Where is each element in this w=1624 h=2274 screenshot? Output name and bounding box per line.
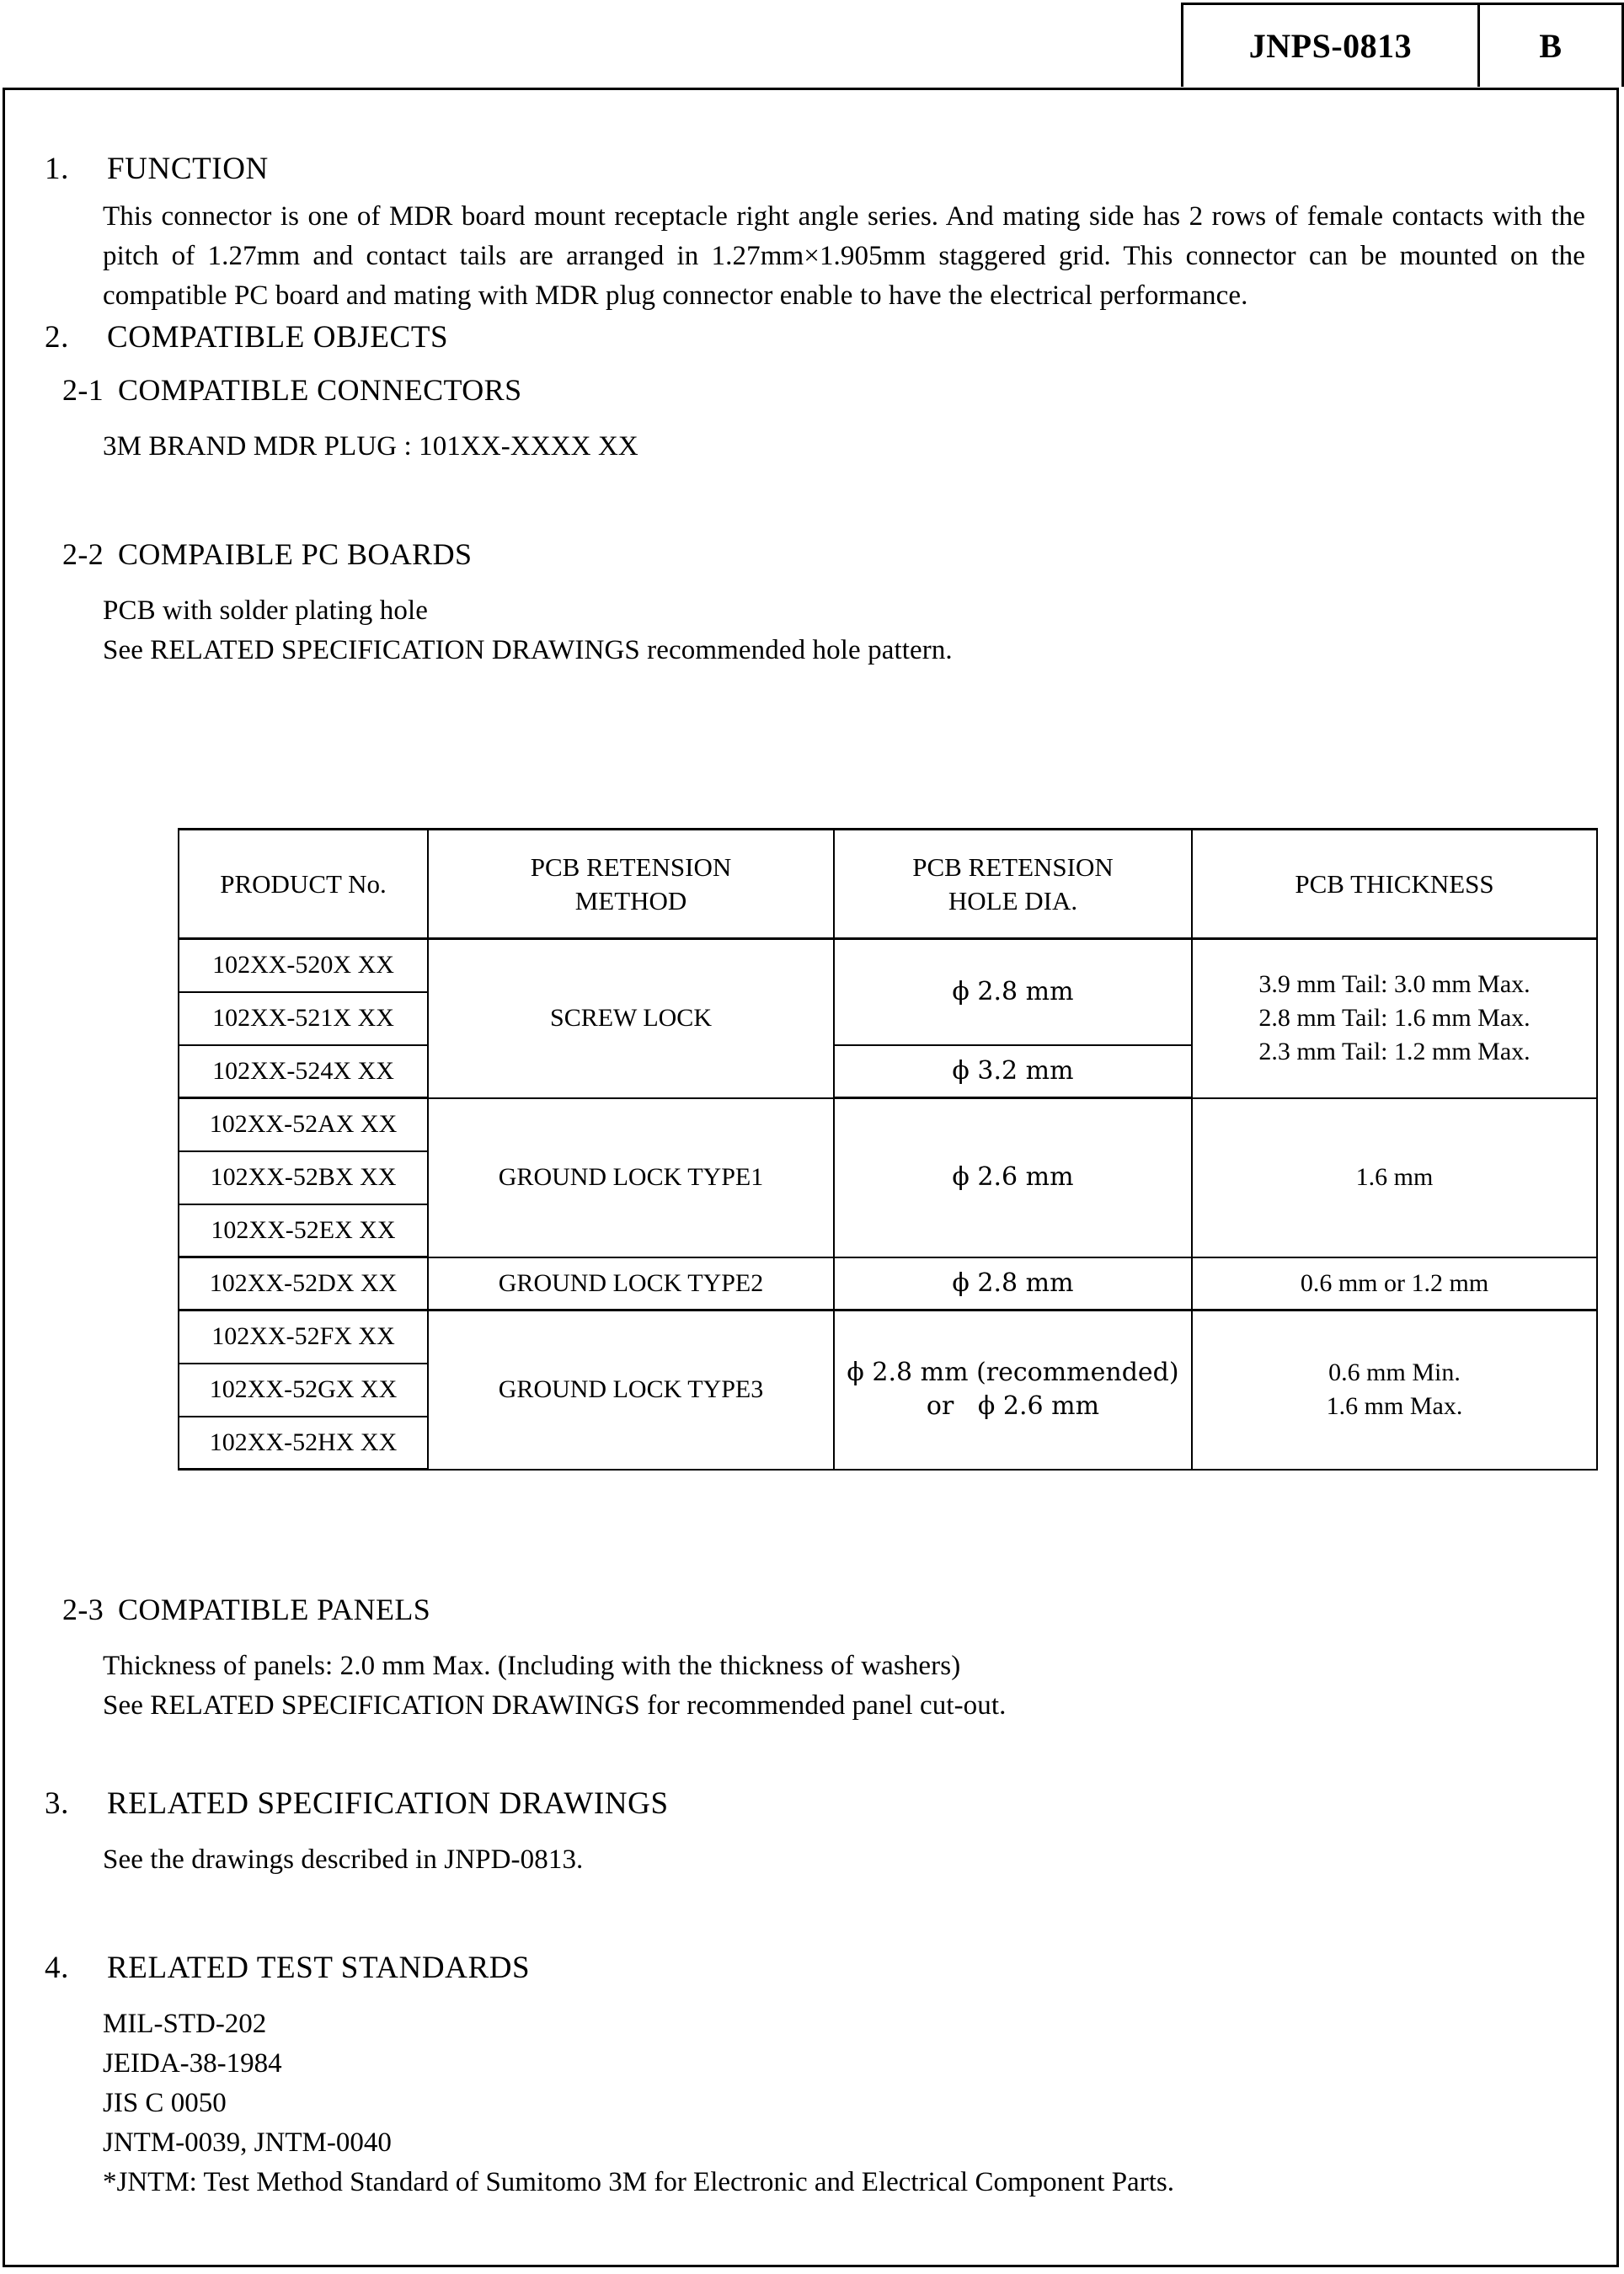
- section-2-2-body-line-1: PCB with solder plating hole: [103, 595, 428, 626]
- retension-method-cell: GROUND LOCK TYPE1: [428, 1098, 834, 1257]
- thickness-cell: 1.6 mm: [1192, 1098, 1597, 1257]
- thickness-cell: 0.6 mm or 1.2 mm: [1192, 1257, 1597, 1310]
- list-item: MIL-STD-202: [103, 2009, 267, 2039]
- retension-method-cell: SCREW LOCK: [428, 939, 834, 1098]
- table-row: [179, 1310, 1597, 1364]
- column-header-retension-method: [428, 830, 834, 939]
- section-2-2-heading: [62, 536, 472, 572]
- product-no-cell: 102XX-52BX XX: [179, 1151, 428, 1204]
- table-header-row: [179, 830, 1597, 939]
- table-row: [179, 939, 1597, 992]
- table-row: [179, 1257, 1597, 1310]
- section-4-number: 4.: [45, 1951, 69, 1985]
- section-2-1-number: 2-1: [62, 373, 104, 407]
- section-3-body: See the drawings described in JNPD-0813.: [103, 1844, 584, 1875]
- product-no-cell: 102XX-52EX XX: [179, 1204, 428, 1257]
- thickness-line-2: 2.8 mm Tail: 1.6 mm Max.: [1258, 1004, 1531, 1033]
- section-1-body: This connector is one of MDR board mount receptacle right angle series. And mating side has 2 rows of female contacts with the pitch of 1.27mm and contact tails are arranged in 1.27mm×1.905mm staggered grid. This connector can be mounted on the compatible PC board and mating with MDR plug connector enable to have the electrical performance.: [103, 201, 1585, 311]
- section-4-heading: [45, 1950, 530, 1986]
- hole-dia-line-2: or ϕ 2.6 mm: [926, 1391, 1100, 1422]
- hole-dia-cell: ϕ 2.8 mm: [834, 1257, 1192, 1310]
- product-no-cell: 102XX-520X XX: [179, 939, 428, 992]
- product-no-cell: 102XX-52AX XX: [179, 1098, 428, 1151]
- section-2-3-heading: [62, 1592, 430, 1627]
- thickness-cell: [1192, 1310, 1597, 1470]
- section-2-3-title: COMPATIBLE PANELS: [118, 1593, 431, 1626]
- header-document-number-block: [1181, 3, 1624, 87]
- section-1-number: 1.: [45, 152, 69, 186]
- hole-dia-cell: ϕ 3.2 mm: [834, 1045, 1192, 1098]
- thickness-cell: [1192, 939, 1597, 1098]
- hole-dia-cell: [834, 1310, 1192, 1470]
- section-1-title: FUNCTION: [107, 152, 269, 186]
- product-no-cell: 102XX-52GX XX: [179, 1364, 428, 1417]
- thickness-line-1: 3.9 mm Tail: 3.0 mm Max.: [1258, 970, 1531, 999]
- column-header-hole-dia-line-2: HOLE DIA.: [948, 885, 1078, 915]
- section-3-heading: [45, 1786, 669, 1822]
- section-2-2-body-line-2: See RELATED SPECIFICATION DRAWINGS recommended hole pattern.: [103, 635, 953, 665]
- section-2-2-title: COMPAIBLE PC BOARDS: [118, 537, 473, 571]
- list-item: *JNTM: Test Method Standard of Sumitomo 3M for Electronic and Electrical Component Parts.: [103, 2167, 1174, 2197]
- section-2-3-body-line-2: See RELATED SPECIFICATION DRAWINGS for recommended panel cut-out.: [103, 1690, 1007, 1721]
- page-content: [5, 90, 1616, 2265]
- hole-dia-cell: ϕ 2.6 mm: [834, 1098, 1192, 1257]
- list-item: JNTM-0039, JNTM-0040: [103, 2127, 392, 2158]
- section-4-title: RELATED TEST STANDARDS: [107, 1951, 531, 1985]
- column-header-product-no: PRODUCT No.: [179, 830, 428, 939]
- section-2-3-number: 2-3: [62, 1593, 104, 1626]
- section-2-title: COMPATIBLE OBJECTS: [107, 320, 449, 355]
- column-header-hole-dia: [834, 830, 1192, 939]
- thickness-line-1: 0.6 mm Min.: [1328, 1359, 1461, 1387]
- list-item: JEIDA-38-1984: [103, 2048, 282, 2079]
- section-4-standards-list: [103, 2004, 1174, 2202]
- column-header-retension-method-line-1: PCB RETENSION: [530, 851, 732, 882]
- hole-dia-line-1: ϕ 2.8 mm (recommended): [847, 1358, 1179, 1388]
- hole-dia-cell: ϕ 2.8 mm: [834, 939, 1192, 1045]
- pcb-compatibility-table: [178, 828, 1598, 1471]
- section-2-1-body: 3M BRAND MDR PLUG : 101XX-XXXX XX: [103, 431, 638, 462]
- column-header-thickness: PCB THICKNESS: [1192, 830, 1597, 939]
- page-frame-border: [3, 88, 1619, 2267]
- document-number-box: JNPS-0813: [1183, 5, 1480, 87]
- product-no-cell: 102XX-524X XX: [179, 1045, 428, 1098]
- section-1-heading: [45, 151, 269, 187]
- section-2-number: 2.: [45, 320, 69, 355]
- retension-method-cell: GROUND LOCK TYPE3: [428, 1310, 834, 1470]
- section-2-3-body: [103, 1647, 1007, 1726]
- product-no-cell: 102XX-52HX XX: [179, 1417, 428, 1470]
- thickness-line-2: 1.6 mm Max.: [1326, 1392, 1463, 1421]
- table-row: [179, 1098, 1597, 1151]
- section-2-3-body-line-1: Thickness of panels: 2.0 mm Max. (Including with the thickness of washers): [103, 1651, 961, 1681]
- column-header-retension-method-line-2: METHOD: [574, 885, 687, 915]
- column-header-hole-dia-line-1: PCB RETENSION: [912, 851, 1114, 882]
- section-2-2-body: [103, 591, 953, 670]
- product-no-cell: 102XX-52FX XX: [179, 1310, 428, 1364]
- revision-box: B: [1539, 27, 1563, 65]
- product-no-cell: 102XX-521X XX: [179, 992, 428, 1045]
- section-2-1-title: COMPATIBLE CONNECTORS: [118, 373, 522, 407]
- retension-method-cell: GROUND LOCK TYPE2: [428, 1257, 834, 1310]
- list-item: JIS C 0050: [103, 2088, 227, 2118]
- section-3-number: 3.: [45, 1786, 69, 1821]
- product-no-cell: 102XX-52DX XX: [179, 1257, 428, 1310]
- section-2-heading: [45, 319, 448, 355]
- section-3-title: RELATED SPECIFICATION DRAWINGS: [107, 1786, 669, 1821]
- thickness-line-3: 2.3 mm Tail: 1.2 mm Max.: [1258, 1038, 1531, 1066]
- section-2-1-heading: [62, 372, 522, 408]
- section-2-2-number: 2-2: [62, 537, 104, 571]
